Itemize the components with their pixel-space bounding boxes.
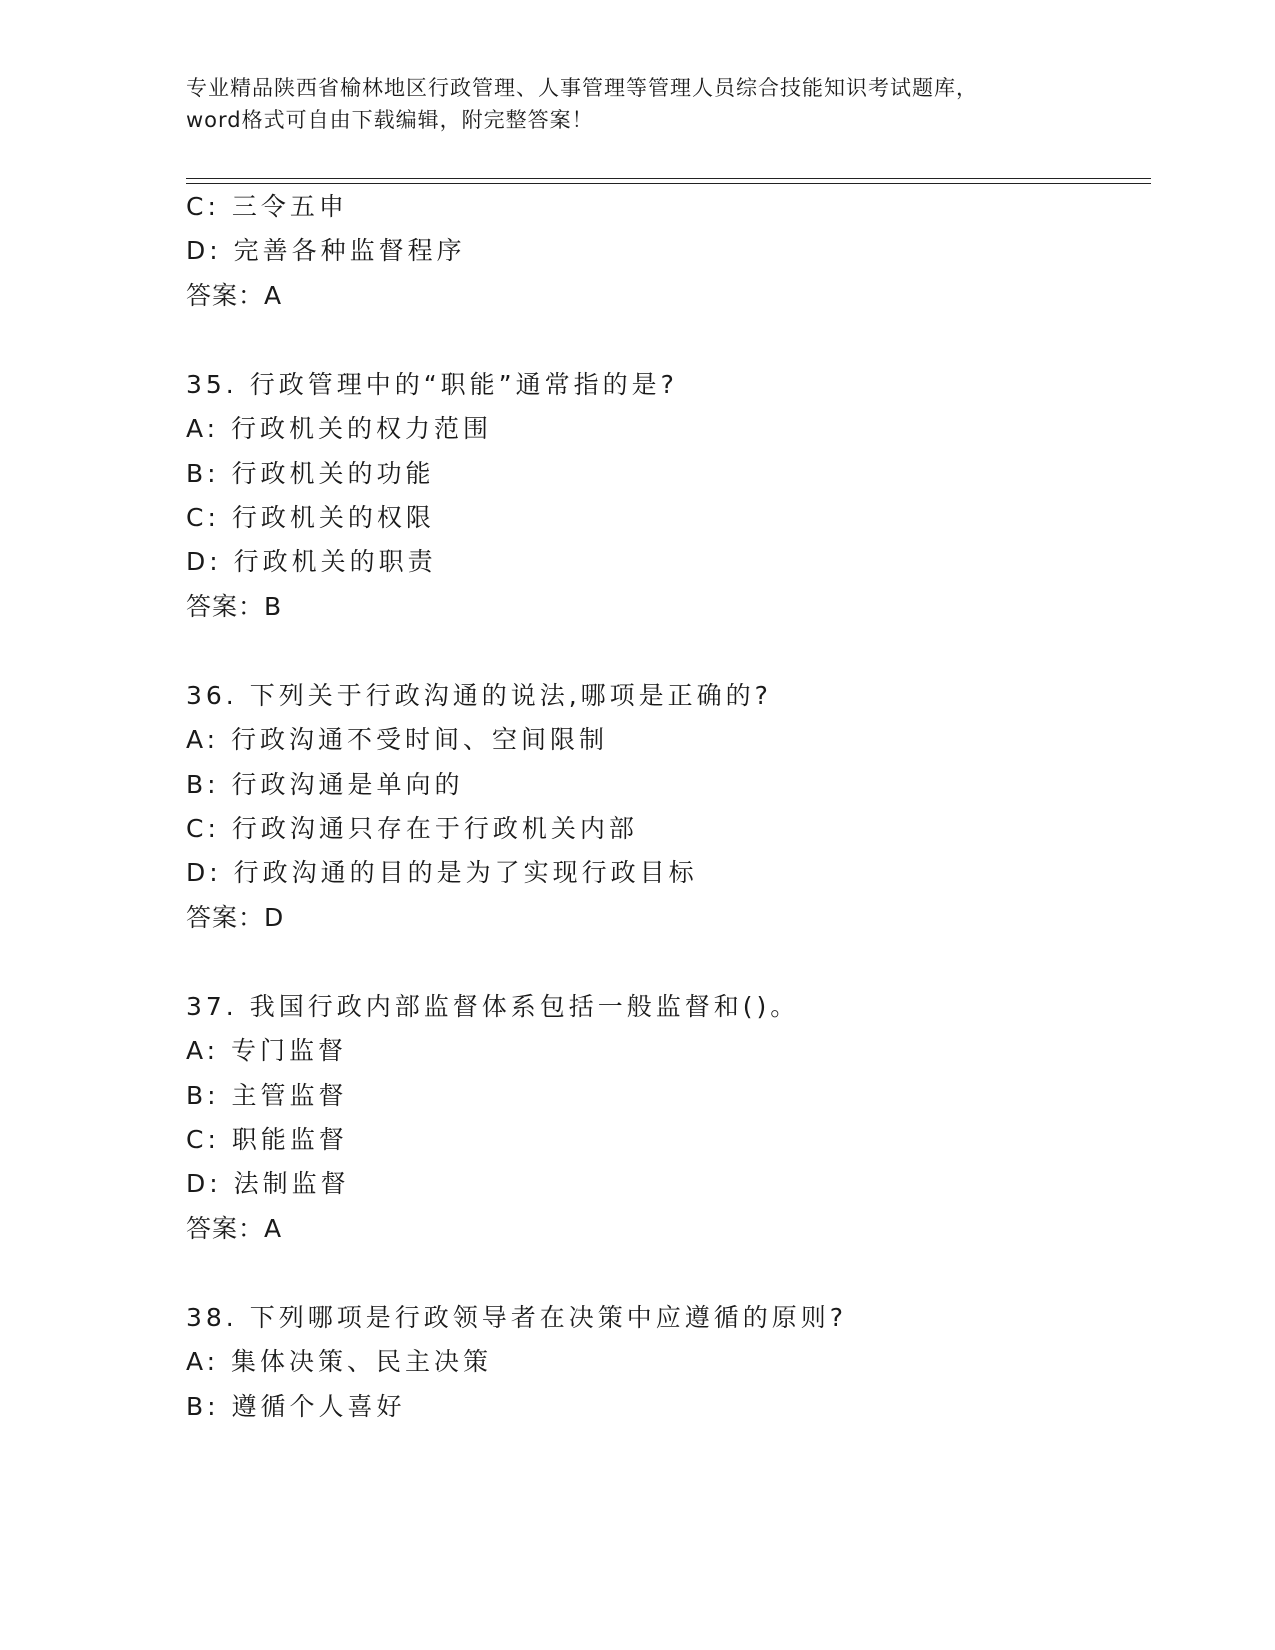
header-line-1: 专业精品陕西省榆林地区行政管理、人事管理等管理人员综合技能知识考试题库，	[186, 76, 978, 100]
question-35: 35. 行政管理中的“职能”通常指的是?	[186, 370, 678, 399]
answer-line: 答案：D	[186, 903, 285, 932]
option-a: A: 行政机关的权力范围	[186, 414, 493, 443]
option-a: A: 集体决策、民主决策	[186, 1347, 493, 1376]
option-c: C: 行政机关的权限	[186, 503, 435, 532]
option-c: C: 职能监督	[186, 1125, 348, 1154]
option-d: D: 完善各种监督程序	[186, 236, 466, 265]
option-c: C: 行政沟通只存在于行政机关内部	[186, 814, 638, 843]
option-d: D: 行政沟通的目的是为了实现行政目标	[186, 858, 698, 887]
option-b: B: 主管监督	[186, 1081, 348, 1110]
header-divider-bottom	[186, 183, 1151, 184]
option-b: B: 遵循个人喜好	[186, 1392, 406, 1421]
answer-line: 答案：B	[186, 592, 283, 621]
option-d: D: 法制监督	[186, 1169, 350, 1198]
header-divider-top	[186, 178, 1151, 179]
question-38: 38. 下列哪项是行政领导者在决策中应遵循的原则?	[186, 1303, 847, 1332]
option-d: D: 行政机关的职责	[186, 547, 437, 576]
option-a: A: 专门监督	[186, 1036, 348, 1065]
option-a: A: 行政沟通不受时间、空间限制	[186, 725, 609, 754]
question-37: 37. 我国行政内部监督体系包括一般监督和()。	[186, 992, 800, 1021]
option-c: C: 三令五申	[186, 192, 348, 221]
answer-line: 答案：A	[186, 281, 283, 310]
header-line-2: word格式可自由下载编辑，附完整答案！	[186, 108, 594, 132]
question-36: 36. 下列关于行政沟通的说法,哪项是正确的?	[186, 681, 772, 710]
answer-line: 答案：A	[186, 1214, 283, 1243]
document-header	[186, 72, 1146, 136]
option-b: B: 行政沟通是单向的	[186, 770, 464, 799]
option-b: B: 行政机关的功能	[186, 459, 435, 488]
